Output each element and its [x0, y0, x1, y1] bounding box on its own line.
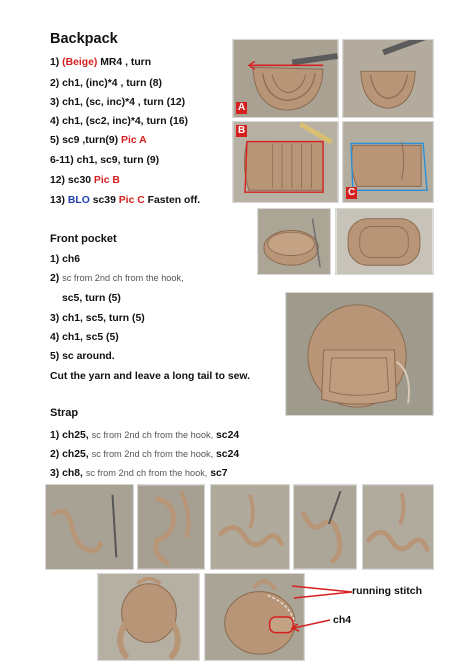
pocket-step-5: 5) sc around.	[50, 351, 115, 362]
photo-pic-a-detail	[342, 39, 434, 118]
front-pocket-heading: Front pocket	[50, 233, 117, 245]
pocket-step-2-cont: sc5, turn (5)	[62, 293, 121, 304]
photo-label-c: C	[348, 187, 356, 198]
photo-strap-3	[210, 484, 290, 570]
backpack-step-4: 4) ch1, (sc2, inc)*4, turn (16)	[50, 116, 189, 127]
pocket-step-1: 1) ch6	[50, 254, 81, 265]
backpack-step-1: 1) (Beige) MR4 , turn	[50, 57, 152, 68]
photo-label-b: B	[238, 125, 246, 136]
backpack-step-2: 2) ch1, (inc)*4 , turn (8)	[50, 78, 163, 89]
photo-pocket-top	[335, 208, 434, 275]
photo-strap-5	[362, 484, 434, 570]
strap-heading: Strap	[50, 407, 79, 419]
photo-label-a: A	[238, 102, 246, 113]
backpack-step-7: 12) sc30 Pic B	[50, 175, 120, 186]
photo-pic-a	[232, 39, 339, 118]
strap-step-1: 1) ch25, sc from 2nd ch from the hook, sc24	[50, 430, 240, 441]
pocket-step-2: 2) sc from 2nd ch from the hook,	[50, 273, 184, 284]
pocket-step-4: 4) ch1, sc5 (5)	[50, 332, 119, 343]
backpack-step-6: 6-11) ch1, sc9, turn (9)	[50, 155, 160, 166]
photo-pocket-attached	[285, 292, 434, 416]
annotation-arrows	[280, 580, 360, 640]
strap-step-2: 2) ch25, sc from 2nd ch from the hook, sc24	[50, 449, 240, 460]
backpack-step-8: 13) BLO sc39 Pic C Fasten off.	[50, 195, 201, 206]
photo-strap-4	[293, 484, 357, 570]
backpack-step-5: 5) sc9 ,turn(9) Pic A	[50, 135, 147, 146]
backpack-step-3: 3) ch1, (sc, inc)*4 , turn (12)	[50, 97, 186, 108]
annotation-ch4: ch4	[333, 614, 352, 626]
photo-strap-2	[137, 484, 205, 570]
photo-pocket-side	[257, 208, 331, 275]
photo-pic-c	[342, 121, 434, 203]
photo-strap-1	[45, 484, 134, 570]
page-title: Backpack	[50, 31, 118, 47]
annotation-running-stitch: running stitch	[352, 585, 422, 597]
pocket-step-3: 3) ch1, sc5, turn (5)	[50, 313, 145, 324]
photo-pic-b	[232, 121, 339, 203]
photo-backpack-back	[97, 573, 200, 661]
pocket-finish-note: Cut the yarn and leave a long tail to sew.	[50, 371, 250, 382]
strap-step-3: 3) ch8, sc from 2nd ch from the hook, sc7	[50, 468, 228, 479]
